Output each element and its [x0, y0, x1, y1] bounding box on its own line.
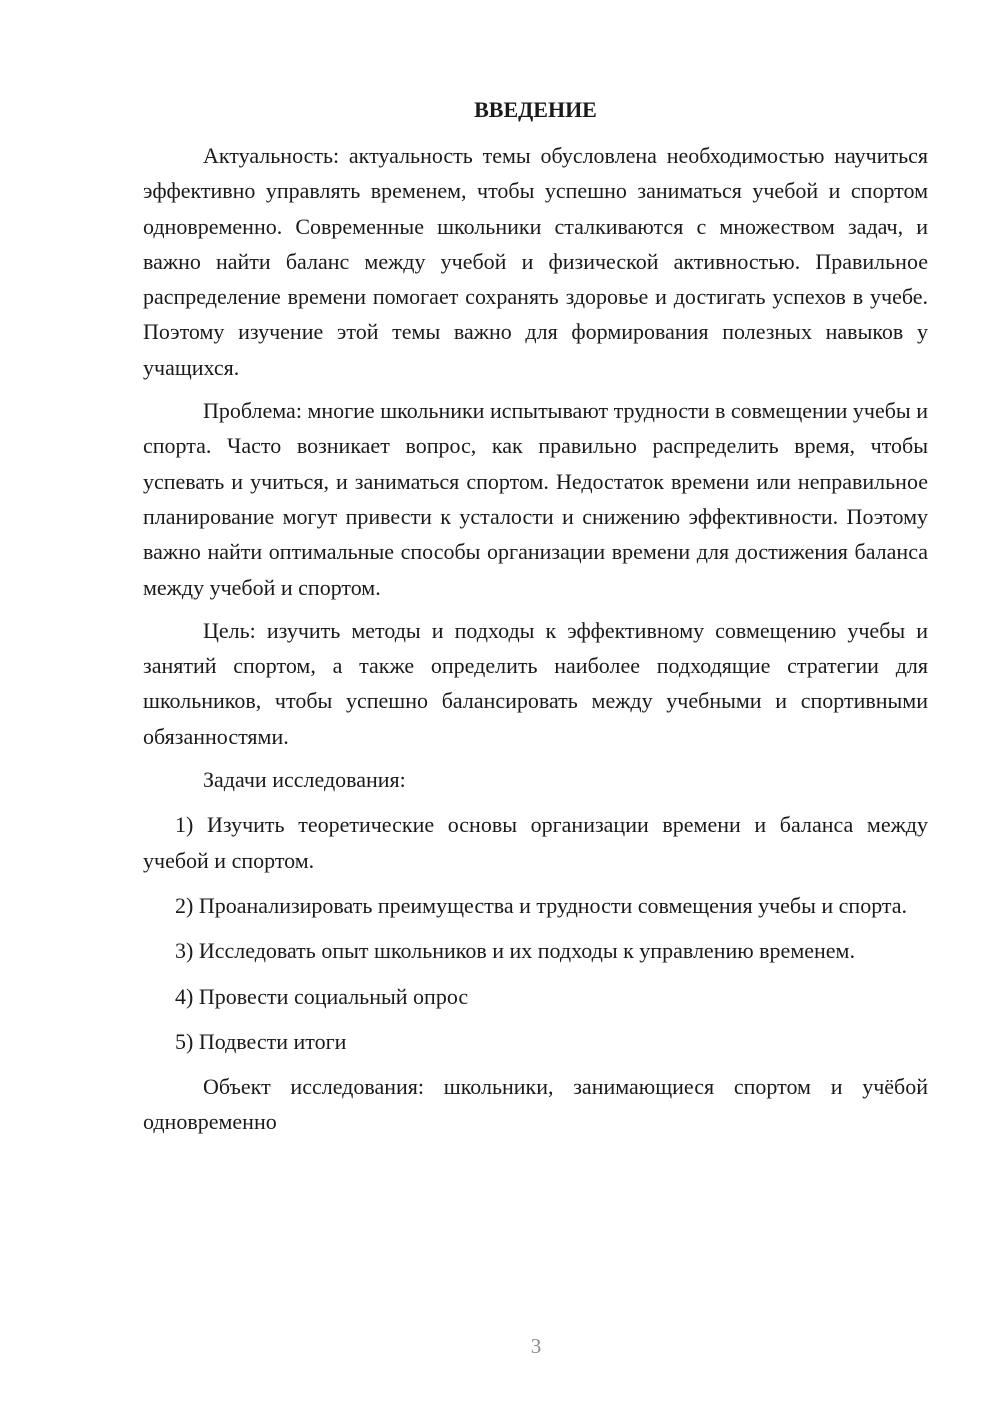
task-item-5: 5) Подвести итоги — [175, 1028, 347, 1054]
tasks-heading: Задачи исследования: — [203, 767, 406, 793]
goal-paragraph: Цель: изучить методы и подходы к эффективному совмещению учебы и занятий спортом, а также определить наиболее подходящие стратегии для школьников, чтобы успешно балансировать между учебными и спортивными обязанностями. — [143, 617, 928, 749]
task-item-3: 3) Исследовать опыт школьников и их подходы к управлению временем. — [175, 938, 855, 964]
section-title: ВВЕДЕНИЕ — [474, 97, 597, 122]
relevance-paragraph: Актуальность: актуальность темы обусловлена необходимостью научиться эффективно управлять временем, чтобы успешно заниматься учебой и спортом одновременно. Современные школьники сталкиваются с множеством задач, и важно найти баланс между учебой и физической активностью. Правильное распределение времени помогает сохранять здоровье и достигать успехов в учебе. Поэтому изучение этой темы важно для формирования полезных навыков у учащихся. — [143, 143, 928, 380]
task-item-2: 2) Проанализировать преимущества и трудности совмещения учебы и спорта. — [175, 892, 908, 918]
problem-paragraph: Проблема: многие школьники испытывают трудности в совмещении учебы и спорта. Часто возникает вопрос, как правильно распределить время, чтобы успевать и учиться, и заниматься спортом. Недостаток времени или неправильное планирование могут привести к усталости и снижению эффективности. Поэтому важно найти оптимальные способы организации времени для достижения баланса между учебой и спортом. — [143, 398, 928, 600]
page-content — [143, 94, 928, 1148]
task-item-1: 1) Изучить теоретические основы организации времени и баланса между учебой и спортом. — [143, 812, 928, 873]
page-number: 3 — [530, 1334, 542, 1358]
object-paragraph: Объект исследования: школьники, занимающиеся спортом и учёбой одновременно — [143, 1074, 928, 1135]
task-item-4: 4) Провести социальный опрос — [175, 983, 469, 1009]
